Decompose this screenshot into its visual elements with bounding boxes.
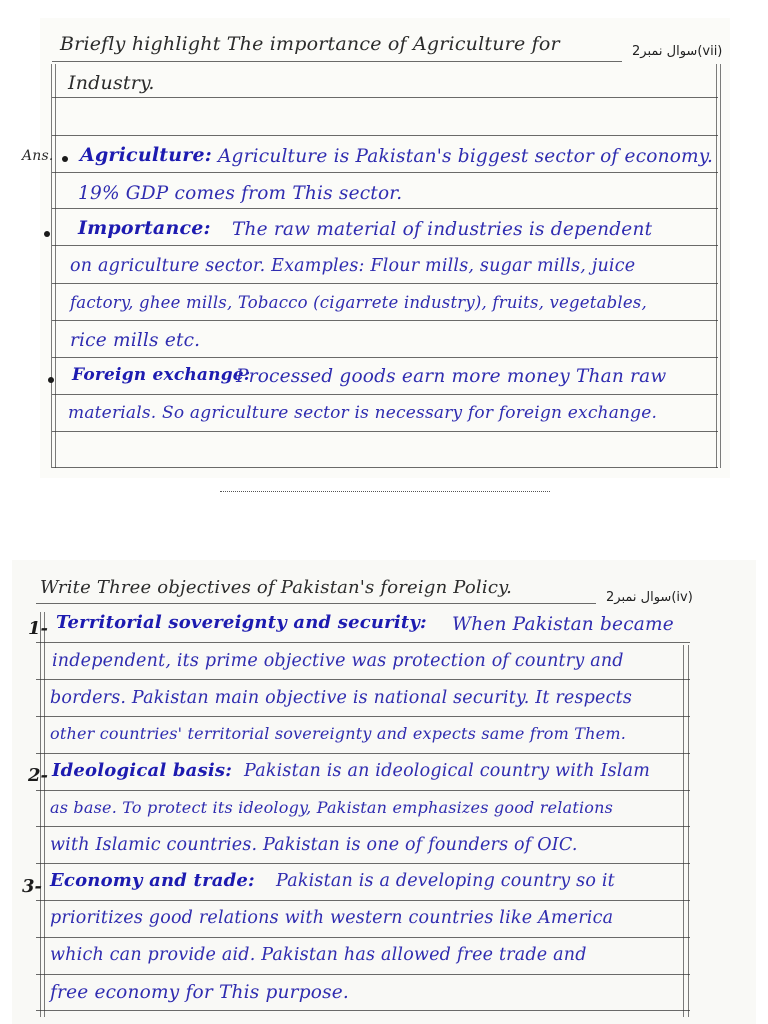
point-heading: Ideological basis: <box>52 760 233 781</box>
point-line: borders. Pakistan main objective is national security. It respects <box>50 688 633 708</box>
ruled-line <box>36 900 690 901</box>
point-heading: Importance: <box>78 217 211 239</box>
point-number: 2- <box>28 765 48 786</box>
point-line: as base. To protect its ideology, Pakistan emphasizes good relations <box>50 798 614 817</box>
point-line: materials. So agriculture sector is necessary for foreign exchange. <box>68 403 658 423</box>
ruled-line <box>52 283 718 284</box>
point-line: rice mills etc. <box>70 330 201 351</box>
ruled-line <box>36 679 690 680</box>
section-divider <box>220 491 550 492</box>
ruled-line <box>52 357 718 358</box>
margin-line-left <box>40 612 41 1017</box>
question-number: سوال نمبر2(vii) <box>632 44 723 59</box>
question-prompt-cont: Industry. <box>68 72 155 94</box>
point-number: 1- <box>28 618 48 639</box>
ruled-line <box>36 642 690 643</box>
point-line: other countries' territorial sovereignty and expects same from Them. <box>50 724 627 743</box>
margin-line-right-2 <box>688 645 689 1017</box>
point-line: independent, its prime objective was protection of country and <box>52 651 624 671</box>
point-line: on agriculture sector. Examples: Flour mills, sugar mills, juice <box>70 256 636 276</box>
point-line: factory, ghee mills, Tobacco (cigarrete industry), fruits, vegetables, <box>70 293 647 312</box>
question-prompt: Briefly highlight The importance of Agriculture for <box>60 33 560 55</box>
ruled-line <box>52 320 718 321</box>
ruled-line <box>36 716 690 717</box>
point-line: The raw material of industries is dependent <box>232 219 653 240</box>
point-heading: Territorial sovereignty and security: <box>56 612 427 633</box>
margin-line-right <box>683 645 684 1017</box>
point-line: Pakistan is an ideological country with Islam <box>244 761 651 781</box>
point-heading: Foreign exchange: <box>72 365 251 385</box>
ruled-line <box>52 61 622 62</box>
ruled-line <box>36 863 690 864</box>
margin-line-left <box>51 64 52 468</box>
point-line: Agriculture is Pakistan's biggest sector of economy. <box>218 146 714 167</box>
question-number: سوال نمبر2(iv) <box>606 590 693 605</box>
ruled-line <box>36 937 690 938</box>
ruled-line <box>52 431 718 432</box>
ruled-line <box>36 974 690 975</box>
point-line: 19% GDP comes from This sector. <box>78 183 403 204</box>
point-line: free economy for This purpose. <box>50 982 350 1003</box>
margin-line-right <box>716 64 717 468</box>
ruled-line <box>36 790 690 791</box>
ruled-line <box>36 603 596 604</box>
bullet <box>48 377 54 383</box>
ruled-line <box>52 467 718 468</box>
question-prompt: Write Three objectives of Pakistan's foreign Policy. <box>40 577 513 598</box>
margin-line-left-2 <box>55 64 56 468</box>
ruled-line <box>52 245 718 246</box>
point-number: 3- <box>22 876 42 897</box>
ruled-line <box>52 135 718 136</box>
point-line: Pakistan is a developing country so it <box>276 871 615 891</box>
ruled-line <box>52 97 718 98</box>
point-heading: Economy and trade: <box>50 870 255 891</box>
answer-label: Ans. <box>22 148 54 164</box>
bullet <box>44 231 50 237</box>
ruled-line <box>36 826 690 827</box>
point-line: with Islamic countries. Pakistan is one of founders of OIC. <box>50 835 578 855</box>
margin-line-right-2 <box>720 64 721 468</box>
bullet <box>62 156 68 162</box>
point-line: Processed goods earn more money Than raw <box>236 366 667 387</box>
ruled-line <box>52 208 718 209</box>
ruled-line <box>52 394 718 395</box>
margin-line-left-2 <box>44 612 45 1017</box>
ruled-line <box>36 1010 690 1011</box>
point-heading: Agriculture: <box>80 144 212 166</box>
point-line: prioritizes good relations with western countries like America <box>50 908 614 928</box>
point-line: When Pakistan became <box>452 614 674 635</box>
ruled-line <box>52 172 718 173</box>
point-line: which can provide aid. Pakistan has allowed free trade and <box>50 945 587 965</box>
ruled-line <box>36 753 690 754</box>
